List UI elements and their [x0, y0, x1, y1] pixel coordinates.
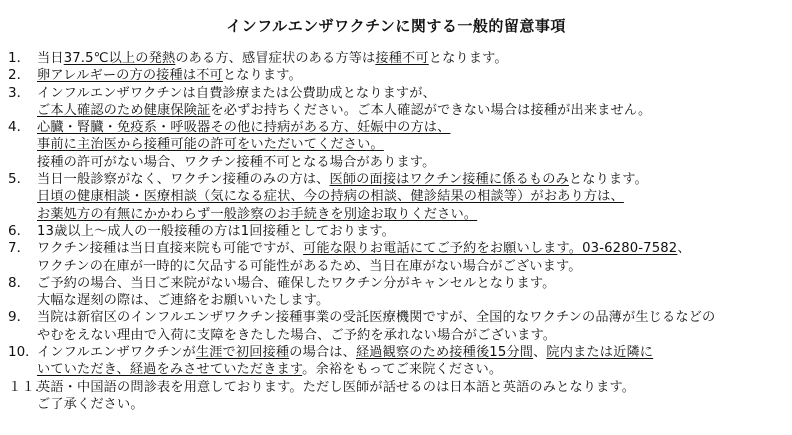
item-number: 5．	[8, 171, 31, 188]
item-line	[37, 309, 788, 326]
text-segment: やむをえない理由で入荷に支障をきたした場合、ご予約を承れない場合がございます。	[37, 327, 557, 343]
item-number: １１．	[8, 378, 49, 395]
item-line	[37, 50, 788, 67]
item-line	[37, 240, 788, 257]
text-segment: 当日一般診察がなく、ワクチン接種のみの方は、	[37, 172, 330, 188]
notice-item	[8, 223, 788, 240]
text-segment: 当院は新宿区のインフルエンザワクチン接種事業の受託医療機関ですが、全国的なワクチンの品薄が生じるなどの	[37, 310, 716, 326]
item-line	[37, 258, 788, 275]
item-line	[37, 136, 788, 153]
item-number: 8．	[8, 274, 31, 291]
notice-item	[8, 119, 788, 171]
item-line	[37, 85, 788, 102]
underlined-text: お薬処方の有無にかかわらず一般診察のお手続きを別途お取りください。	[37, 206, 478, 222]
underlined-text: 事前に主治医から接種可能の許可をいただいてください。	[37, 137, 384, 153]
underlined-text: 心臓・腎臓・免疫系・呼吸器その他に持病がある方、妊娠中の方は、	[37, 120, 451, 136]
item-line	[37, 344, 788, 361]
item-number: 4．	[8, 119, 31, 136]
item-number: 9．	[8, 309, 31, 326]
text-segment: インフルエンザワクチンは自費診療または公費助成となりますが、	[37, 85, 436, 101]
notice-item	[8, 67, 788, 84]
text-segment: 接種の許可がない場合、ワクチン接種不可となる場合があります。	[37, 154, 436, 170]
item-text	[37, 379, 788, 414]
page-title: インフルエンザワクチンに関する一般的留意事項	[226, 17, 566, 35]
item-line	[37, 171, 788, 188]
text-segment: ワクチン接種は当日直接来院も可能ですが、	[37, 241, 304, 257]
item-number: 3．	[8, 84, 31, 101]
text-segment: 、	[677, 241, 691, 257]
item-text	[37, 309, 788, 344]
item-text	[37, 119, 788, 171]
text-segment: ご了承ください。	[37, 396, 144, 412]
item-text	[37, 223, 788, 240]
item-line	[37, 102, 788, 119]
text-segment: 当日	[37, 51, 64, 66]
notice-list	[8, 50, 788, 413]
item-line	[37, 275, 788, 292]
notice-item	[8, 171, 788, 223]
underlined-text: ご本人確認のため健康保険証	[37, 102, 211, 118]
text-segment: のある方、感冒症状のある方等は	[175, 51, 376, 66]
text-segment: 英語・中国語の問診表を用意しております。ただし医師が話せるのは日本語と英語のみとなります。	[37, 379, 636, 395]
text-segment: 大幅な遅刻の際は、ご連絡をお願いいたします。	[37, 293, 330, 309]
underlined-text: 院内または近隣に	[546, 345, 654, 361]
item-line	[37, 379, 788, 396]
text-segment: となります。	[222, 68, 302, 84]
text-segment: インフルエンザワクチンが	[37, 345, 196, 361]
text-segment: 。余裕をもってご来院ください。	[302, 362, 503, 378]
item-line	[37, 154, 788, 171]
item-number: 10．	[8, 344, 39, 361]
notice-item	[8, 275, 788, 310]
item-number: 2．	[8, 67, 31, 84]
underlined-text: 生涯で初回接種	[195, 345, 290, 361]
underlined-text: 日頃の健康相談・医療相談（気になる症状、今の持病の相談、健診結果の相談等）がおあり方は、	[37, 189, 624, 205]
underlined-text: 卵アレルギーの方の接種は不可	[37, 68, 223, 84]
text-segment: 13歳以上～成人の一般接種の方は1回接種としております。	[37, 223, 395, 239]
item-number: 6．	[8, 222, 31, 239]
text-segment: ご予約の場合、当日ご来院がない場合、確保したワクチン分がキャンセルとなります。	[37, 275, 556, 291]
text-segment: の場合は、	[289, 345, 356, 361]
text-segment: となります。	[428, 51, 508, 66]
item-line	[37, 223, 788, 240]
underlined-text: 接種不可	[375, 51, 429, 66]
item-text	[37, 171, 788, 223]
item-number: 7．	[8, 240, 31, 257]
item-line	[37, 188, 788, 205]
underlined-text: 可能な限りお電話にてご予約をお願いします。03-6280-7582	[303, 241, 678, 257]
underlined-text: 37.5℃以上の発熱	[63, 51, 176, 66]
item-text	[37, 240, 788, 275]
notice-item	[8, 85, 788, 120]
item-line	[37, 206, 788, 223]
item-line	[37, 67, 788, 84]
item-line	[37, 327, 788, 344]
item-text	[37, 85, 788, 120]
item-text	[37, 275, 788, 310]
underlined-text: 経過観察のため接種後15分間	[355, 345, 534, 361]
item-text	[37, 344, 788, 379]
item-line	[37, 292, 788, 309]
text-segment: を必ずお持ちください。ご本人確認ができない場合は接種が出来ません。	[210, 102, 652, 118]
item-line	[37, 396, 788, 413]
item-text	[37, 50, 788, 67]
notice-item	[8, 240, 788, 275]
text-segment: 、	[533, 345, 547, 361]
text-segment: ワクチンの在庫が一時的に欠品する可能性があるため、当日在庫がない場合がございます。	[37, 258, 582, 274]
underlined-text: 医師の面接はワクチン接種に係るものみ	[329, 172, 569, 188]
notice-item	[8, 379, 788, 414]
item-line	[37, 361, 788, 378]
text-segment: となります。	[568, 172, 648, 188]
item-number: 1．	[8, 50, 31, 66]
notice-item	[8, 50, 788, 67]
notice-item	[8, 309, 788, 344]
item-line	[37, 119, 788, 136]
item-text	[37, 67, 788, 84]
underlined-text: いていただき、経過をみさせていただきます	[37, 362, 303, 378]
notice-item	[8, 344, 788, 379]
